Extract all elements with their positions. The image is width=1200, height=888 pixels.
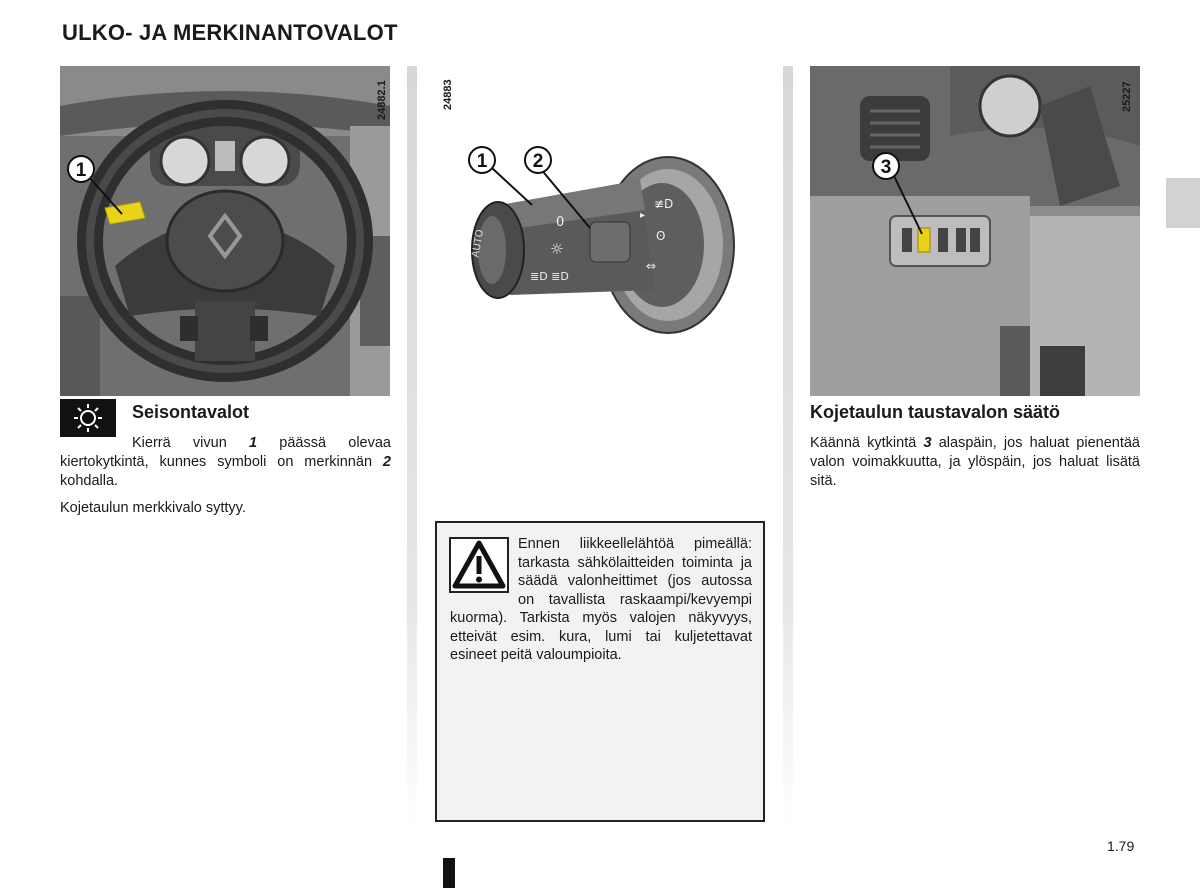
steering-wheel-figure <box>60 66 390 396</box>
svg-text:≢D: ≢D <box>654 197 674 211</box>
dimmer-heading: Kojetaulun taustavalon säätö <box>810 402 1061 422</box>
svg-text:0: 0 <box>556 215 565 230</box>
page-number: 1.79 <box>1107 838 1135 854</box>
parking-light-icon <box>60 399 116 437</box>
section-tab <box>1166 178 1200 228</box>
callout-2: 2 <box>532 151 544 172</box>
warning-text: Ennen liikkeellelähtöä pimeällä: tarkasta sähkölaitteiden toiminta ja säädä valonheittimet (jos autossa on tavallista raskaampi/kevyempi kuorma). Tarkista myös valojen näkyvyys, etteivät esim. kura, lumi tai kuljetettavat esineet peitä valoumpioita. <box>450 536 752 663</box>
figure-code-middle: 24883 <box>442 79 454 110</box>
indicator-note: Kojetaulun merkkivalo syttyy. <box>60 500 246 516</box>
parking-lights-instructions: Kierrä vivun 1 päässä olevaa kiertokytkintä, kunnes symboli on merkinnän 2 kohdalla. <box>60 435 391 489</box>
svg-text:☼: ☼ <box>550 240 564 258</box>
warning-text-block <box>450 535 752 665</box>
column-separator-left <box>407 66 417 826</box>
svg-text:▸: ▸ <box>640 210 646 221</box>
figure-code-left: 24882.1 <box>376 80 388 120</box>
dimmer-instructions: Käännä kytkintä 3 alaspäin, jos haluat pienentää valon voimakkuutta, ja ylöspäin, jos haluat lisätä sitä. <box>810 435 1140 489</box>
parking-lights-heading: Seisontavalot <box>132 402 250 422</box>
dashboard-dimmer-figure <box>810 66 1140 396</box>
svg-text:≣D ≣D: ≣D ≣D <box>530 270 569 283</box>
column-separator-right <box>783 66 793 826</box>
light-switch-figure <box>440 130 740 340</box>
figure-code-right: 25227 <box>1121 81 1133 112</box>
bottom-mark <box>443 858 455 888</box>
svg-text:⇔: ⇔ <box>646 259 657 273</box>
parking-light-symbol <box>60 399 116 437</box>
ref-2: 2 <box>382 454 391 470</box>
stalk-auto-label: AUTO <box>470 228 487 259</box>
callout-1-middle: 1 <box>476 151 488 172</box>
ref-3: 3 <box>923 435 932 451</box>
svg-text:ʘ: ʘ <box>656 229 666 243</box>
ref-1: 1 <box>248 435 258 451</box>
callout-3: 3 <box>880 157 892 178</box>
page-title: ULKO- JA MERKINANTOVALOT <box>62 20 398 45</box>
callout-1: 1 <box>75 160 87 181</box>
warning-box <box>435 521 765 822</box>
